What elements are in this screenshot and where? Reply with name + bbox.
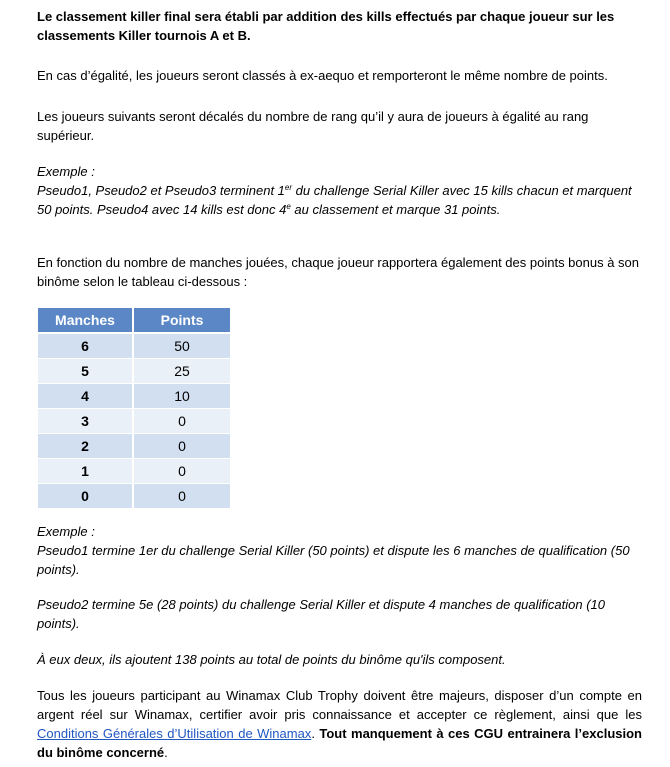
- manches-cell: 3: [38, 409, 133, 434]
- final-text: Tous les joueurs participant au Winamax Club Trophy doivent être majeurs, disposer d’un compte en argent réel sur Winamax, certifier avoir pris connaissance et accepter ce règlement, ainsi que les: [37, 688, 642, 722]
- killer-rule-paragraph: Le classement killer final sera établi par addition des kills effectués par chaque joueur sur les classements Killer tournois A et B.: [37, 9, 615, 43]
- final-after-link: .: [311, 726, 320, 741]
- points-cell: 0: [133, 459, 230, 484]
- manches-cell: 6: [38, 333, 133, 359]
- final-bold-warning: Tout manquement à ces CGU entrainera l’exclusion du binôme concerné: [37, 726, 642, 760]
- example-1-part1: Pseudo1, Pseudo2 et Pseudo3 terminent 1: [37, 183, 285, 198]
- header-points: Points: [133, 308, 230, 333]
- shift-paragraph: Les joueurs suivants seront décalés du nombre de rang qu’il y aura de joueurs à égalité au rang supérieur.: [37, 109, 589, 143]
- table-row: [38, 384, 230, 409]
- table-row: [38, 359, 230, 384]
- manches-cell: 0: [38, 484, 133, 509]
- example-1: [37, 162, 642, 219]
- example-1-sup1: er: [284, 183, 293, 192]
- points-cell: 0: [133, 409, 230, 434]
- table-row: [38, 333, 230, 359]
- tie-paragraph: En cas d’égalité, les joueurs seront classés à ex-aequo et remporteront le même nombre de points.: [37, 68, 608, 83]
- example-1-part3: au classement et marque 31 points.: [290, 202, 501, 217]
- example-1-label: Exemple :: [37, 164, 95, 179]
- cgu-link[interactable]: Conditions Générales d’Utilisation de Winamax: [37, 726, 312, 741]
- manches-cell: 4: [38, 384, 133, 409]
- manches-cell: 5: [38, 359, 133, 384]
- manches-cell: 2: [38, 434, 133, 459]
- points-cell: 50: [133, 333, 230, 359]
- manches-cell: 1: [38, 459, 133, 484]
- table-row: [38, 434, 230, 459]
- final-paragraph: [37, 686, 642, 762]
- table-row: [38, 409, 230, 434]
- example-1-part2: du challenge Serial Killer avec 15 kills chacun et marquent 50 points. Pseudo4 avec 14 kills est donc 4: [37, 183, 632, 217]
- header-manches: Manches: [38, 308, 133, 333]
- example-1-sup2: e: [286, 202, 291, 211]
- points-cell: 0: [133, 484, 230, 509]
- example-2-line1: Pseudo1 termine 1er du challenge Serial Killer (50 points) et dispute les 6 manches de qualification (50 points).: [37, 543, 630, 577]
- example-2: [37, 522, 642, 579]
- table-header-row: [38, 308, 230, 333]
- table-row: [38, 484, 230, 509]
- points-cell: 10: [133, 384, 230, 409]
- table-row: [38, 459, 230, 484]
- example-2-line3: À eux deux, ils ajoutent 138 points au total de points du binôme qu'ils composent.: [37, 652, 506, 667]
- example-1-text: [37, 181, 642, 219]
- example-2-label: Exemple :: [37, 524, 95, 539]
- points-cell: 25: [133, 359, 230, 384]
- bonus-intro-paragraph: En fonction du nombre de manches jouées, chaque joueur rapportera également des points bonus à son binôme selon le tableau ci-dessous :: [37, 255, 640, 289]
- example-2-line2: Pseudo2 termine 5e (28 points) du challenge Serial Killer et dispute 4 manches de qualification (10 points).: [37, 597, 606, 631]
- bonus-points-table: [38, 308, 230, 509]
- points-cell: 0: [133, 434, 230, 459]
- final-end: .: [164, 745, 168, 760]
